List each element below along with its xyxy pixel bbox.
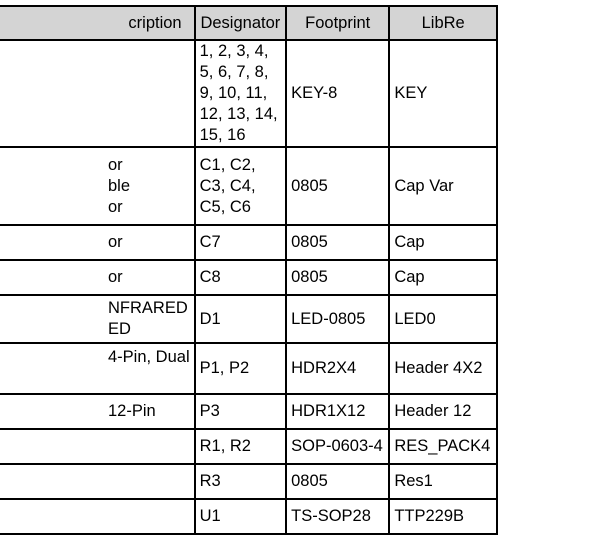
cell-description [0, 429, 195, 464]
table-row [0, 499, 497, 534]
cell-footprint: HDR1X12 [286, 394, 389, 429]
header-footprint: Footprint [286, 6, 389, 40]
cell-libref: Cap [389, 260, 497, 295]
designator-text: C1, C2, C3, C4, C5, C6 [199, 155, 256, 216]
cell-designator: D1 [195, 295, 286, 343]
cell-libref: KEY [389, 40, 497, 147]
header-description: cription [0, 6, 195, 40]
cell-description [0, 147, 195, 225]
description-text: NFRARED ED [108, 299, 188, 338]
table-row [0, 260, 497, 295]
cell-description [0, 464, 195, 499]
cell-libref: TTP229B [389, 499, 497, 534]
cell-designator [195, 147, 286, 225]
designator-text: 1, 2, 3, 4, 5, 6, 7, 8, 9, 10, 11, 12, 13, 14, 15, 16 [199, 42, 278, 144]
cell-footprint: LED-0805 [286, 295, 389, 343]
description-text: 12-Pin [108, 402, 156, 420]
description-text: or [108, 268, 123, 286]
header-designator: Designator [195, 6, 286, 40]
cell-designator: P3 [195, 394, 286, 429]
header-libref: LibRe [389, 6, 497, 40]
cell-description [0, 225, 195, 260]
cell-designator: C8 [195, 260, 286, 295]
cell-designator: R1, R2 [195, 429, 286, 464]
cell-footprint: 0805 [286, 225, 389, 260]
table-row [0, 464, 497, 499]
table-row [0, 225, 497, 260]
cell-description [0, 40, 195, 147]
cell-description [0, 295, 195, 343]
cell-description [0, 343, 195, 394]
cell-designator: R3 [195, 464, 286, 499]
cell-designator: C7 [195, 225, 286, 260]
cell-designator: U1 [195, 499, 286, 534]
cell-designator [195, 40, 286, 147]
cell-description [0, 499, 195, 534]
table-row [0, 394, 497, 429]
cell-footprint: HDR2X4 [286, 343, 389, 394]
cell-footprint: 0805 [286, 147, 389, 225]
table-row [0, 343, 497, 394]
cell-footprint: KEY-8 [286, 40, 389, 147]
description-text: or ble or [108, 155, 131, 216]
cell-libref: Header 4X2 [389, 343, 497, 394]
table-row [0, 295, 497, 343]
cell-description [0, 394, 195, 429]
cell-libref: Res1 [389, 464, 497, 499]
bom-table [0, 5, 498, 535]
description-text: 4-Pin, Dual [108, 348, 190, 366]
cell-footprint: 0805 [286, 464, 389, 499]
table-row [0, 429, 497, 464]
cell-libref: Cap Var [389, 147, 497, 225]
cell-description [0, 260, 195, 295]
cell-libref: LED0 [389, 295, 497, 343]
cell-footprint: TS-SOP28 [286, 499, 389, 534]
cell-libref: RES_PACK4 [389, 429, 497, 464]
table-row [0, 40, 497, 147]
cell-footprint: 0805 [286, 260, 389, 295]
description-text: or [108, 233, 123, 251]
table-row [0, 147, 497, 225]
header-row [0, 6, 497, 40]
cell-footprint: SOP-0603-4 [286, 429, 389, 464]
cell-designator: P1, P2 [195, 343, 286, 394]
cell-libref: Header 12 [389, 394, 497, 429]
cell-libref: Cap [389, 225, 497, 260]
